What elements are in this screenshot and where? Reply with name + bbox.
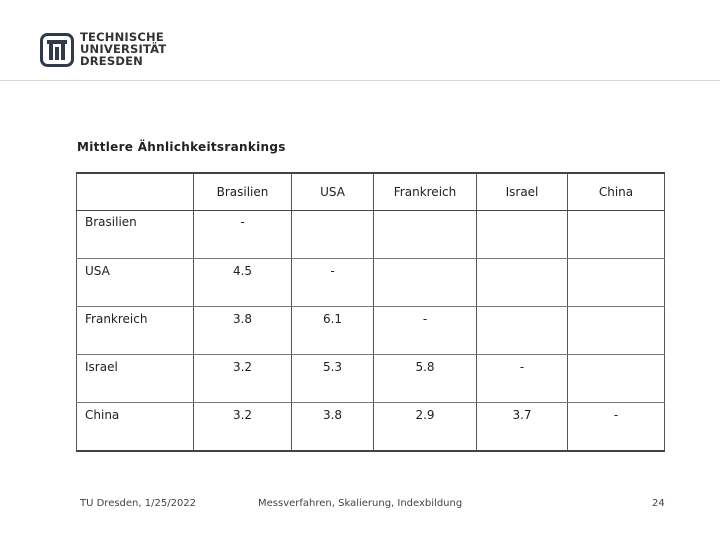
table-cell: [568, 259, 665, 307]
table-row: [77, 259, 665, 307]
table-row: [77, 307, 665, 355]
row-label: Israel: [77, 355, 194, 403]
table-cell: 3.7: [477, 403, 568, 451]
column-header: Frankreich: [374, 173, 477, 211]
slide-title: Mittlere Ähnlichkeitsrankings: [77, 140, 286, 154]
row-label: USA: [77, 259, 194, 307]
table-cell: -: [477, 355, 568, 403]
table-cell: 4.5: [194, 259, 292, 307]
table-cell: [477, 211, 568, 259]
column-header: Brasilien: [194, 173, 292, 211]
logo-line: DRESDEN: [80, 54, 143, 69]
table-cell: [374, 211, 477, 259]
table-cell: 3.8: [194, 307, 292, 355]
footer-topic: Messverfahren, Skalierung, Indexbildung: [258, 498, 463, 509]
page-number: 24: [652, 498, 665, 509]
table-cell: [477, 259, 568, 307]
table-cell: -: [194, 211, 292, 259]
row-label: China: [77, 403, 194, 451]
column-header: [77, 173, 194, 211]
table-header-row: [77, 173, 665, 211]
university-logo: [38, 30, 168, 74]
table-cell: [477, 307, 568, 355]
table-cell: 3.8: [292, 403, 374, 451]
table-row: [77, 355, 665, 403]
table-cell: 3.2: [194, 403, 292, 451]
table-cell: 6.1: [292, 307, 374, 355]
table-cell: -: [292, 259, 374, 307]
row-label: Frankreich: [77, 307, 194, 355]
column-header: China: [568, 173, 665, 211]
table-cell: 5.8: [374, 355, 477, 403]
logo-line: TECHNISCHE: [80, 30, 164, 44]
table-cell: [374, 259, 477, 307]
table-row: [77, 211, 665, 259]
table-cell: 2.9: [374, 403, 477, 451]
row-label: Brasilien: [77, 211, 194, 259]
table-cell: 5.3: [292, 355, 374, 403]
logo-wordmark: [80, 31, 166, 68]
footer-date: TU Dresden, 1/25/2022: [80, 498, 197, 509]
table-cell: [292, 211, 374, 259]
column-header: USA: [292, 173, 374, 211]
table-cell: [568, 355, 665, 403]
table-cell: -: [568, 403, 665, 451]
logo-line: UNIVERSITÄT: [80, 42, 167, 57]
table-cell: [568, 211, 665, 259]
table-cell: [568, 307, 665, 355]
tu-dresden-logo-icon: [40, 33, 74, 67]
similarity-ranking-table: [76, 172, 665, 452]
table-row: [77, 403, 665, 451]
header-divider: [0, 80, 720, 81]
table-cell: -: [374, 307, 477, 355]
column-header: Israel: [477, 173, 568, 211]
table-cell: 3.2: [194, 355, 292, 403]
